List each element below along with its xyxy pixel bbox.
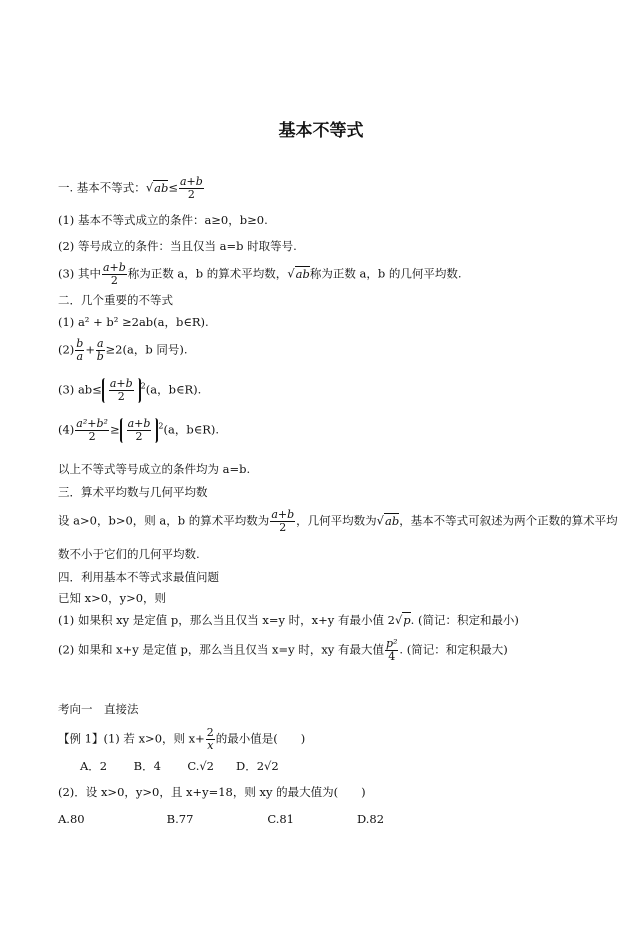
condition-1: (1) 基本不等式成立的条件：a≥0，b≥0. — [58, 213, 268, 227]
example-2-option-b: B.77 — [166, 812, 194, 826]
example-section-title: 考向一 直接法 — [58, 702, 139, 716]
rule-2-b: . (简记：和定积最大) — [399, 642, 508, 657]
example-2-option-d: D.82 — [356, 812, 385, 826]
condition-3-prefix: (3) 其中 — [58, 266, 101, 281]
given-line: 已知 x>0，y>0，则 — [58, 591, 167, 605]
example-1-option-a: A．2 — [80, 759, 108, 773]
condition-3: (3) 其中 $\frac{a+b}{2}$ 称为正数 a，b 的算术平均数，√ab称为正数 a，b 的几何平均数. — [58, 261, 462, 287]
rule-1: (1) 如果积 xy 是定值 p，那么当且仅当 x=y 时，x+y 有最小值 2√p. (简记：积定和最小) — [58, 613, 519, 627]
rule-2: (2) 如果和 x+y 是定值 p，那么当且仅当 x=y 时，xy 有最大值 $\frac{\text{p²}}{4}$ . (简记：和定积最大) — [58, 637, 508, 663]
equality-note: 以上不等式等号成立的条件均为 a=b. — [58, 462, 251, 476]
example-1-question-b: 的最小值是( ) — [215, 731, 306, 746]
example-1-question-a: 【例 1】(1) 若 x>0，则 x+ — [58, 731, 205, 746]
inequality-1: (1) a² + b² ≥2ab(a，b∈R). — [58, 315, 209, 329]
rule-1-b: . (简记：积定和最小) — [410, 613, 519, 627]
example-1-option-d: D．2√2 — [235, 759, 279, 773]
mean-definition-cont: 数不小于它们的几何平均数. — [58, 547, 200, 561]
example-2-options — [58, 811, 384, 827]
example-2-option-c: C.81 — [267, 812, 294, 826]
section-4-heading: 四．利用基本不等式求最值问题 — [58, 570, 219, 584]
mean-definition: 设 a>0，b>0，则 a，b 的算术平均数为 $\frac{a+b}{2}$ ，几何平均数为√ab，基本不等式可叙述为两个正数的算术平均 — [58, 508, 618, 534]
inequality-2-tail: ≥2(a，b 同号). — [105, 342, 188, 357]
example-1-option-c: C.√2 — [187, 759, 215, 773]
example-2-option-a: A.80 — [58, 812, 85, 826]
rule-2-a: (2) 如果和 x+y 是定值 p，那么当且仅当 x=y 时，xy 有最大值 — [58, 642, 384, 657]
basic-inequality-line: 一. 基本不等式：√ab≤ $\frac{a+b}{2}$ — [58, 175, 203, 201]
mean-definition-b: ，几何平均数为 — [296, 513, 377, 528]
example-2-question: (2)．设 x>0，y>0，且 x+y=18，则 xy 的最大值为( ) — [58, 785, 366, 799]
section-1-heading: 一. 基本不等式： — [58, 180, 146, 195]
inequality-4-tail: (a，b∈R). — [163, 422, 220, 437]
inequality-2: (2) $\frac{b}{a}$ + $\frac{a}{b}$ ≥2(a，b 同号). — [58, 337, 188, 363]
condition-3-middle: 称为正数 a，b 的算术平均数， — [127, 266, 288, 281]
example-1-options — [80, 758, 279, 774]
inequality-4-head: (4) — [58, 422, 75, 437]
example-1-option-b: B．4 — [133, 759, 161, 773]
mean-definition-a: 设 a>0，b>0，则 a，b 的算术平均数为 — [58, 513, 270, 528]
rule-1-a: (1) 如果积 xy 是定值 p，那么当且仅当 x=y 时，x+y 有最小值 2 — [58, 613, 395, 627]
inequality-3-head: (3) ab≤ — [58, 382, 102, 397]
section-3-heading: 三．算术平均数与几何平均数 — [58, 485, 208, 499]
section-2-heading: 二．几个重要的不等式 — [58, 293, 173, 307]
example-1-question: 【例 1】(1) 若 x>0，则 x+ $\frac{2}{x}$ 的最小值是( ) — [58, 726, 306, 752]
inequality-4: (4) $\frac{\text{a²+b²}}{2}$ ≥ $\frac{a+b}{2}$ $^2$(a，b∈R). — [58, 417, 220, 443]
page-title: 基本不等式 — [278, 121, 364, 141]
condition-2: (2) 等号成立的条件：当且仅当 a=b 时取等号. — [58, 239, 297, 253]
condition-3-suffix: 称为正数 a，b 的几何平均数. — [309, 266, 462, 281]
inequality-3: (3) ab≤ $\frac{a+b}{2}$ $^2$(a，b∈R). — [58, 377, 202, 403]
inequality-3-tail: (a，b∈R). — [145, 382, 202, 397]
mean-definition-c: ，基本不等式可叙述为两个正数的算术平均 — [399, 513, 618, 528]
